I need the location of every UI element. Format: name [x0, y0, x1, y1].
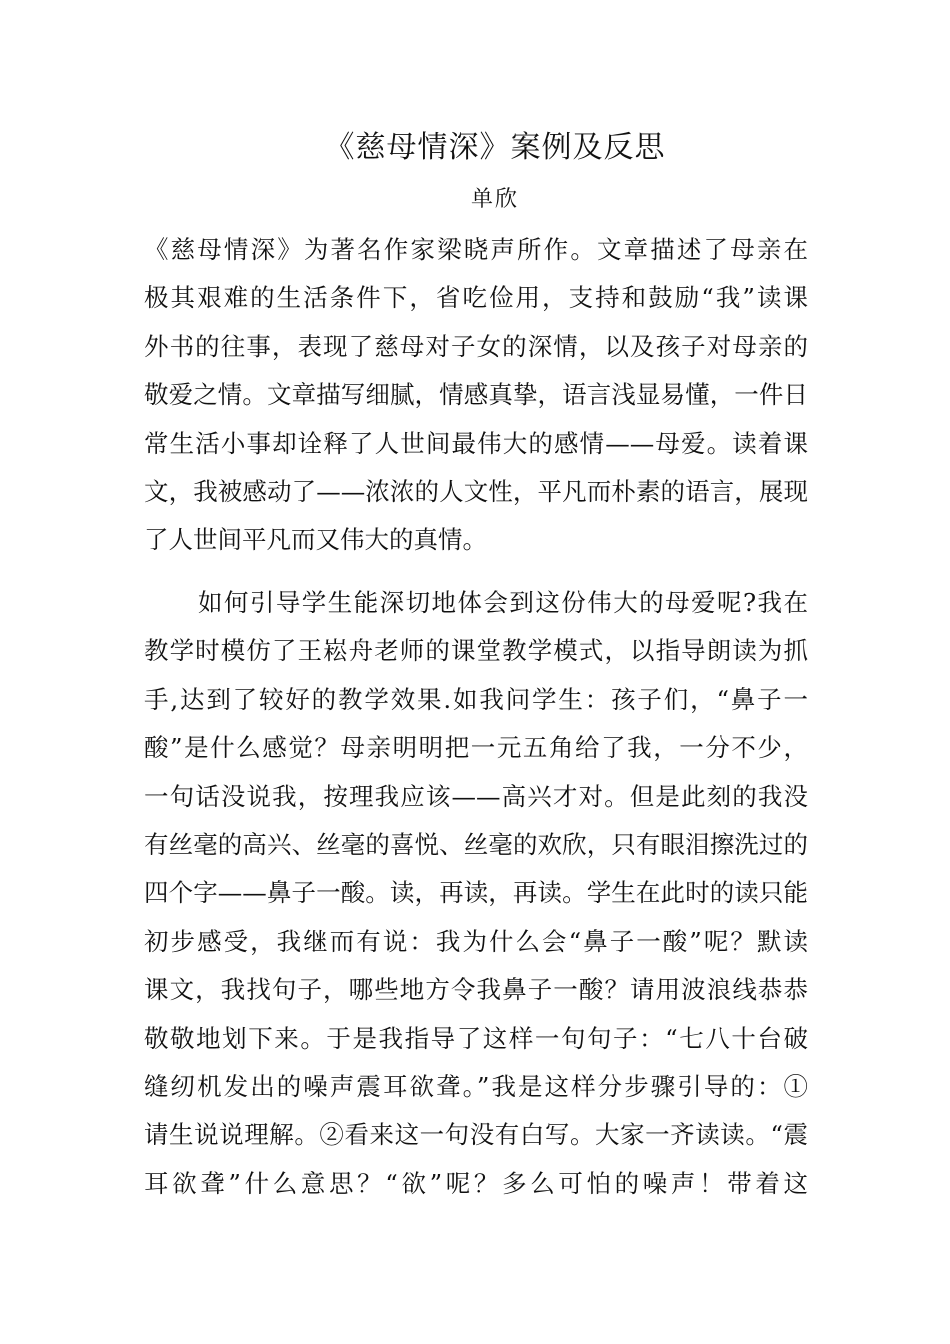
text-line: 四个字——鼻子一酸。读，再读，再读。学生在此时的读只能 — [144, 878, 808, 908]
text-line: 教学时模仿了王崧舟老师的课堂教学模式，以指导朗读为抓 — [144, 636, 808, 666]
text-line: 请生说说理解。②看来这一句没有白写。大家一齐读读。“震 — [144, 1120, 808, 1150]
text-line: 了人世间平凡而又伟大的真情。 — [144, 525, 487, 555]
document-title: 《慈母情深》案例及反思 — [324, 130, 666, 165]
text-line: 初步感受，我继而有说：我为什么会“鼻子一酸”呢？默读 — [144, 926, 808, 956]
text-line: 耳欲聋”什么意思？“欲”呢？多么可怕的噪声！带着这 — [144, 1168, 808, 1198]
text-line: 外书的往事，表现了慈母对子女的深情，以及孩子对母亲的 — [144, 331, 808, 361]
text-line: 《慈母情深》为著名作家梁晓声所作。文章描述了母亲在 — [144, 235, 808, 264]
text-line: 手,达到了较好的教学效果.如我问学生：孩子们，“鼻子一 — [144, 684, 808, 714]
paragraph-2 — [144, 579, 808, 1208]
text-line: 敬敬地划下来。于是我指导了这样一句句子：“七八十台破 — [144, 1023, 808, 1053]
text-line: 极其艰难的生活条件下，省吃俭用，支持和鼓励“我”读课 — [144, 283, 808, 313]
paragraph-1 — [144, 226, 808, 565]
text-line: 有丝毫的高兴、丝毫的喜悦、丝毫的欢欣，只有眼泪擦洗过的 — [144, 829, 808, 859]
text-line: 课文，我找句子，哪些地方令我鼻子一酸？请用波浪线恭恭 — [144, 975, 808, 1005]
text-line: 敬爱之情。文章描写细腻，情感真挚，语言浅显易懂，一件日 — [144, 380, 808, 410]
text-line: 酸”是什么感觉？母亲明明把一元五角给了我，一分不少， — [144, 733, 808, 763]
text-line: 缝纫机发出的噪声震耳欲聋。”我是这样分步骤引导的：① — [144, 1071, 808, 1101]
text-line: 一句话没说我，按理我应该——高兴才对。但是此刻的我没 — [144, 781, 808, 811]
text-line: 文，我被感动了——浓浓的人文性，平凡而朴素的语言，展现 — [144, 476, 808, 506]
text-line: 如何引导学生能深切地体会到这份伟大的母爱呢?我在 — [198, 588, 808, 617]
document-author: 单欣 — [470, 187, 519, 212]
text-line: 常生活小事却诠释了人世间最伟大的感情——母爱。读着课 — [144, 428, 808, 458]
